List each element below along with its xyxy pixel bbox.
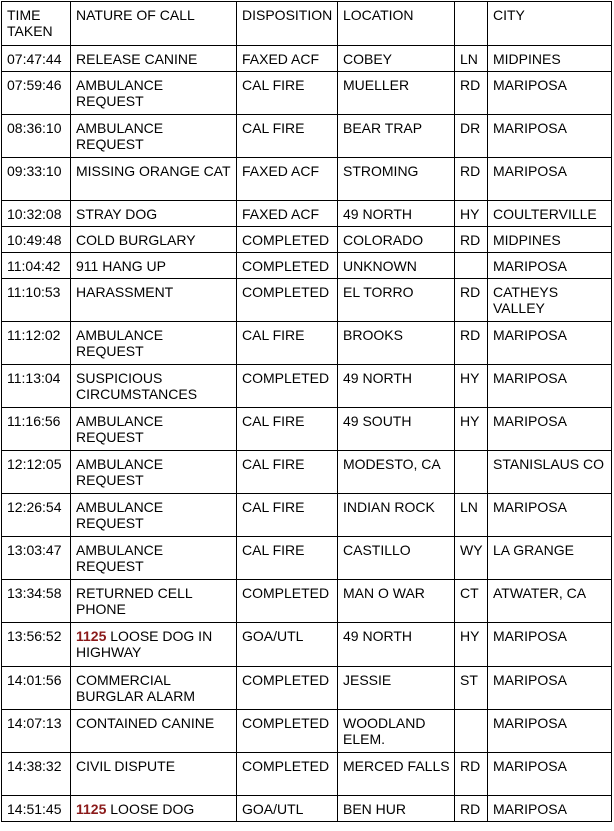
location-cell: 49 NORTH bbox=[338, 201, 455, 227]
city-cell: MARIPOSA bbox=[488, 72, 612, 115]
disposition-cell: COMPLETED bbox=[237, 580, 338, 623]
street-suffix-cell: HY bbox=[455, 408, 488, 451]
city-cell: MARIPOSA bbox=[488, 158, 612, 201]
nature-text: AMBULANCE REQUEST bbox=[76, 327, 164, 359]
table-row bbox=[2, 365, 612, 408]
table-row bbox=[2, 201, 612, 227]
time-cell: 14:07:13 bbox=[2, 710, 71, 753]
city-cell: MARIPOSA bbox=[488, 115, 612, 158]
nature-text: LOOSE DOG IN HIGHWAY bbox=[76, 628, 213, 660]
city-cell: MARIPOSA bbox=[488, 710, 612, 753]
call-code: 1125 bbox=[76, 801, 107, 817]
nature-cell bbox=[71, 710, 237, 753]
disposition-cell: CAL FIRE bbox=[237, 322, 338, 365]
street-suffix-cell: RD bbox=[455, 72, 488, 115]
location-cell: 49 NORTH bbox=[338, 623, 455, 667]
street-suffix-cell bbox=[455, 710, 488, 753]
nature-text: STRAY DOG bbox=[76, 206, 158, 222]
time-cell: 12:26:54 bbox=[2, 494, 71, 537]
table-row bbox=[2, 710, 612, 753]
table-row bbox=[2, 115, 612, 158]
street-suffix-cell: RD bbox=[455, 158, 488, 201]
nature-cell bbox=[71, 72, 237, 115]
city-cell: MARIPOSA bbox=[488, 753, 612, 796]
time-cell: 13:34:58 bbox=[2, 580, 71, 623]
disposition-cell: COMPLETED bbox=[237, 753, 338, 796]
nature-text: AMBULANCE REQUEST bbox=[76, 499, 164, 531]
location-cell: MODESTO, CA bbox=[338, 451, 455, 494]
time-cell: 07:47:44 bbox=[2, 46, 71, 72]
disposition-cell: COMPLETED bbox=[237, 279, 338, 322]
nature-text: AMBULANCE REQUEST bbox=[76, 120, 164, 152]
city-cell: STANISLAUS CO bbox=[488, 451, 612, 494]
time-cell: 14:38:32 bbox=[2, 753, 71, 796]
nature-text: RELEASE CANINE bbox=[76, 51, 198, 67]
location-cell: COLORADO bbox=[338, 227, 455, 253]
location-cell: CASTILLO bbox=[338, 537, 455, 580]
table-row bbox=[2, 494, 612, 537]
location-cell: MERCED FALLS bbox=[338, 753, 455, 796]
call-code: 1125 bbox=[76, 628, 107, 644]
table-row bbox=[2, 253, 612, 279]
street-suffix-cell: RD bbox=[455, 227, 488, 253]
street-suffix-cell bbox=[455, 451, 488, 494]
col-city-header: CITY bbox=[488, 2, 612, 46]
table-row bbox=[2, 322, 612, 365]
disposition-cell: COMPLETED bbox=[237, 227, 338, 253]
location-cell: UNKNOWN bbox=[338, 253, 455, 279]
nature-cell bbox=[71, 227, 237, 253]
city-cell: MARIPOSA bbox=[488, 796, 612, 822]
disposition-cell: COMPLETED bbox=[237, 253, 338, 279]
table-header bbox=[2, 2, 612, 46]
time-cell: 14:51:45 bbox=[2, 796, 71, 822]
nature-text: AMBULANCE REQUEST bbox=[76, 77, 164, 109]
table-row bbox=[2, 451, 612, 494]
city-cell: CATHEYS VALLEY bbox=[488, 279, 612, 322]
street-suffix-cell: DR bbox=[455, 115, 488, 158]
disposition-cell: CAL FIRE bbox=[237, 72, 338, 115]
time-cell: 14:01:56 bbox=[2, 667, 71, 710]
time-cell: 11:10:53 bbox=[2, 279, 71, 322]
city-cell: LA GRANGE bbox=[488, 537, 612, 580]
time-cell: 13:03:47 bbox=[2, 537, 71, 580]
location-cell: EL TORRO bbox=[338, 279, 455, 322]
nature-cell bbox=[71, 623, 237, 667]
street-suffix-cell: HY bbox=[455, 201, 488, 227]
table-row bbox=[2, 408, 612, 451]
location-cell: JESSIE bbox=[338, 667, 455, 710]
time-cell: 11:16:56 bbox=[2, 408, 71, 451]
location-cell: STROMING bbox=[338, 158, 455, 201]
nature-cell bbox=[71, 158, 237, 201]
nature-text: AMBULANCE REQUEST bbox=[76, 542, 164, 574]
disposition-cell: CAL FIRE bbox=[237, 537, 338, 580]
time-cell: 10:32:08 bbox=[2, 201, 71, 227]
table-row bbox=[2, 46, 612, 72]
time-cell: 08:36:10 bbox=[2, 115, 71, 158]
nature-cell bbox=[71, 753, 237, 796]
time-cell: 11:04:42 bbox=[2, 253, 71, 279]
street-suffix-cell: RD bbox=[455, 753, 488, 796]
street-suffix-cell: RD bbox=[455, 796, 488, 822]
nature-text: MISSING ORANGE CAT bbox=[76, 163, 231, 179]
nature-text: CIVIL DISPUTE bbox=[76, 758, 176, 774]
street-suffix-cell: RD bbox=[455, 279, 488, 322]
city-cell: ATWATER, CA bbox=[488, 580, 612, 623]
time-cell: 07:59:46 bbox=[2, 72, 71, 115]
time-cell: 09:33:10 bbox=[2, 158, 71, 201]
table-body bbox=[2, 46, 612, 822]
city-cell: MIDPINES bbox=[488, 227, 612, 253]
city-cell: MARIPOSA bbox=[488, 623, 612, 667]
time-cell: 11:13:04 bbox=[2, 365, 71, 408]
nature-cell bbox=[71, 115, 237, 158]
table-row bbox=[2, 227, 612, 253]
disposition-cell: FAXED ACF bbox=[237, 201, 338, 227]
disposition-cell: CAL FIRE bbox=[237, 408, 338, 451]
city-cell: MARIPOSA bbox=[488, 322, 612, 365]
table-row bbox=[2, 796, 612, 822]
location-cell: BEAR TRAP bbox=[338, 115, 455, 158]
nature-text: COLD BURGLARY bbox=[76, 232, 196, 248]
table-row bbox=[2, 72, 612, 115]
nature-text: COMMERCIAL BURGLAR ALARM bbox=[76, 672, 196, 704]
nature-text: AMBULANCE REQUEST bbox=[76, 413, 164, 445]
nature-cell bbox=[71, 580, 237, 623]
nature-text: 911 HANG UP bbox=[76, 258, 166, 274]
disposition-cell: COMPLETED bbox=[237, 365, 338, 408]
location-cell: BROOKS bbox=[338, 322, 455, 365]
nature-cell bbox=[71, 451, 237, 494]
street-suffix-cell: LN bbox=[455, 494, 488, 537]
location-cell: 49 SOUTH bbox=[338, 408, 455, 451]
table-row bbox=[2, 667, 612, 710]
location-cell: BEN HUR bbox=[338, 796, 455, 822]
disposition-cell: FAXED ACF bbox=[237, 158, 338, 201]
nature-text: AMBULANCE REQUEST bbox=[76, 456, 164, 488]
nature-text: HARASSMENT bbox=[76, 284, 174, 300]
street-suffix-cell: ST bbox=[455, 667, 488, 710]
city-cell: MARIPOSA bbox=[488, 365, 612, 408]
nature-cell bbox=[71, 46, 237, 72]
nature-cell bbox=[71, 365, 237, 408]
time-cell: 11:12:02 bbox=[2, 322, 71, 365]
disposition-cell: GOA/UTL bbox=[237, 796, 338, 822]
table-row bbox=[2, 580, 612, 623]
disposition-cell: CAL FIRE bbox=[237, 494, 338, 537]
nature-cell bbox=[71, 279, 237, 322]
table-row bbox=[2, 753, 612, 796]
street-suffix-cell bbox=[455, 253, 488, 279]
disposition-cell: COMPLETED bbox=[237, 710, 338, 753]
street-suffix-cell: HY bbox=[455, 365, 488, 408]
time-cell: 10:49:48 bbox=[2, 227, 71, 253]
street-suffix-cell: LN bbox=[455, 46, 488, 72]
location-cell: COBEY bbox=[338, 46, 455, 72]
nature-cell bbox=[71, 537, 237, 580]
city-cell: MARIPOSA bbox=[488, 253, 612, 279]
city-cell: MARIPOSA bbox=[488, 408, 612, 451]
nature-text: RETURNED CELL PHONE bbox=[76, 585, 193, 617]
nature-cell bbox=[71, 796, 237, 822]
disposition-cell: CAL FIRE bbox=[237, 115, 338, 158]
col-nature-of-call-header: NATURE OF CALL bbox=[71, 2, 237, 46]
location-cell: 49 NORTH bbox=[338, 365, 455, 408]
nature-cell bbox=[71, 667, 237, 710]
street-suffix-cell: HY bbox=[455, 623, 488, 667]
location-cell: INDIAN ROCK bbox=[338, 494, 455, 537]
nature-cell bbox=[71, 408, 237, 451]
nature-text: LOOSE DOG bbox=[110, 801, 195, 817]
table-row bbox=[2, 279, 612, 322]
col-disposition-header: DISPOSITION bbox=[237, 2, 338, 46]
city-cell: MIDPINES bbox=[488, 46, 612, 72]
disposition-cell: CAL FIRE bbox=[237, 451, 338, 494]
street-suffix-cell: WY bbox=[455, 537, 488, 580]
nature-cell bbox=[71, 322, 237, 365]
call-log-table bbox=[1, 1, 612, 822]
city-cell: COULTERVILLE bbox=[488, 201, 612, 227]
nature-text: CONTAINED CANINE bbox=[76, 715, 215, 731]
nature-cell bbox=[71, 494, 237, 537]
street-suffix-cell: RD bbox=[455, 322, 488, 365]
col-location-header: LOCATION bbox=[338, 2, 455, 46]
time-cell: 13:56:52 bbox=[2, 623, 71, 667]
table-row bbox=[2, 537, 612, 580]
city-cell: MARIPOSA bbox=[488, 494, 612, 537]
nature-text: SUSPICIOUS CIRCUMSTANCES bbox=[76, 370, 198, 402]
street-suffix-cell: CT bbox=[455, 580, 488, 623]
nature-cell bbox=[71, 201, 237, 227]
nature-cell bbox=[71, 253, 237, 279]
col-time-taken-header: TIME TAKEN bbox=[2, 2, 71, 46]
disposition-cell: COMPLETED bbox=[237, 667, 338, 710]
disposition-cell: FAXED ACF bbox=[237, 46, 338, 72]
time-cell: 12:12:05 bbox=[2, 451, 71, 494]
header-row bbox=[2, 2, 612, 46]
col-street-suffix-header bbox=[455, 2, 488, 46]
location-cell: MUELLER bbox=[338, 72, 455, 115]
location-cell: WOODLAND ELEM. bbox=[338, 710, 455, 753]
table-row bbox=[2, 623, 612, 667]
disposition-cell: GOA/UTL bbox=[237, 623, 338, 667]
table-row bbox=[2, 158, 612, 201]
city-cell: MARIPOSA bbox=[488, 667, 612, 710]
location-cell: MAN O WAR bbox=[338, 580, 455, 623]
